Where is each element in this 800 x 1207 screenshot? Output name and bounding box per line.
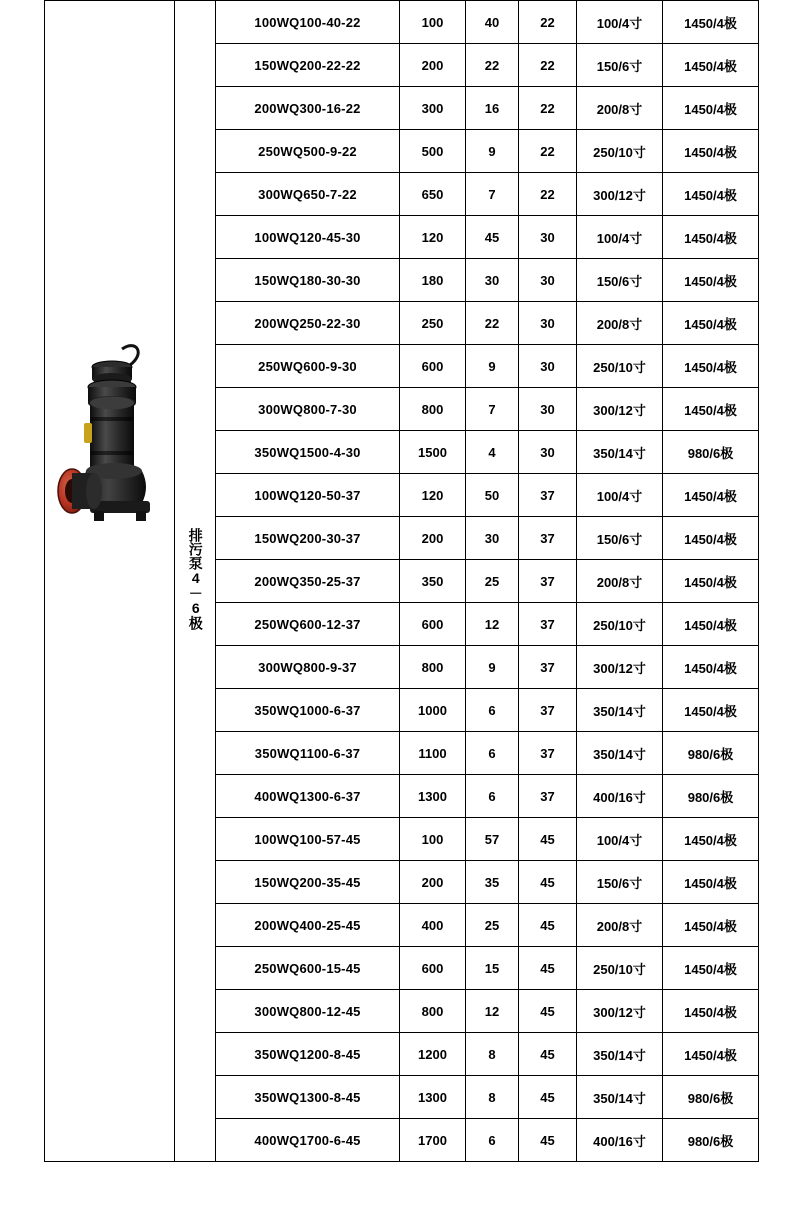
product-image-cell: [45, 1, 175, 1162]
cell-flow: 1100: [400, 732, 466, 775]
cell-head: 12: [466, 603, 519, 646]
cell-speed: 1450/4极: [663, 345, 759, 388]
cell-flow: 500: [400, 130, 466, 173]
cell-flow: 1500: [400, 431, 466, 474]
cell-diameter: 300/12寸: [577, 646, 663, 689]
cell-diameter: 200/8寸: [577, 87, 663, 130]
cell-speed: 1450/4极: [663, 130, 759, 173]
cell-power: 22: [519, 87, 577, 130]
cell-model: 400WQ1700-6-45: [216, 1119, 400, 1162]
cell-power: 45: [519, 1033, 577, 1076]
cell-diameter: 100/4寸: [577, 216, 663, 259]
cell-power: 22: [519, 1, 577, 44]
cell-power: 37: [519, 646, 577, 689]
cell-power: 45: [519, 861, 577, 904]
cell-flow: 1700: [400, 1119, 466, 1162]
cell-speed: 1450/4极: [663, 517, 759, 560]
cell-head: 6: [466, 1119, 519, 1162]
cell-power: 30: [519, 431, 577, 474]
cell-flow: 600: [400, 603, 466, 646]
cell-diameter: 100/4寸: [577, 474, 663, 517]
cell-speed: 1450/4极: [663, 603, 759, 646]
cell-model: 200WQ350-25-37: [216, 560, 400, 603]
cell-diameter: 150/6寸: [577, 259, 663, 302]
cell-model: 100WQ100-40-22: [216, 1, 400, 44]
cell-diameter: 200/8寸: [577, 904, 663, 947]
cell-head: 9: [466, 646, 519, 689]
cell-diameter: 250/10寸: [577, 603, 663, 646]
cell-speed: 1450/4极: [663, 216, 759, 259]
cell-speed: 980/6极: [663, 775, 759, 818]
cell-head: 25: [466, 560, 519, 603]
cell-speed: 980/6极: [663, 1076, 759, 1119]
cell-speed: 1450/4极: [663, 990, 759, 1033]
cell-flow: 200: [400, 861, 466, 904]
cell-diameter: 350/14寸: [577, 689, 663, 732]
spec-table-body: [45, 1, 759, 1162]
cell-speed: 1450/4极: [663, 947, 759, 990]
cell-head: 16: [466, 87, 519, 130]
cell-power: 45: [519, 1119, 577, 1162]
cell-flow: 120: [400, 216, 466, 259]
cell-flow: 600: [400, 345, 466, 388]
cell-model: 350WQ1000-6-37: [216, 689, 400, 732]
cell-speed: 1450/4极: [663, 1033, 759, 1076]
cell-head: 6: [466, 732, 519, 775]
cell-flow: 1300: [400, 775, 466, 818]
cell-flow: 300: [400, 87, 466, 130]
cell-flow: 180: [400, 259, 466, 302]
cell-diameter: 150/6寸: [577, 44, 663, 87]
cell-power: 30: [519, 302, 577, 345]
cell-head: 12: [466, 990, 519, 1033]
cell-flow: 250: [400, 302, 466, 345]
cell-head: 50: [466, 474, 519, 517]
cell-model: 300WQ800-12-45: [216, 990, 400, 1033]
cell-diameter: 350/14寸: [577, 431, 663, 474]
cell-power: 22: [519, 173, 577, 216]
cell-diameter: 200/8寸: [577, 560, 663, 603]
cell-model: 250WQ600-9-30: [216, 345, 400, 388]
cell-head: 22: [466, 44, 519, 87]
cell-head: 8: [466, 1076, 519, 1119]
cell-diameter: 250/10寸: [577, 947, 663, 990]
cell-flow: 1200: [400, 1033, 466, 1076]
cell-diameter: 150/6寸: [577, 517, 663, 560]
cell-flow: 800: [400, 646, 466, 689]
cell-model: 150WQ180-30-30: [216, 259, 400, 302]
cell-power: 37: [519, 775, 577, 818]
cell-power: 45: [519, 990, 577, 1033]
cell-model: 300WQ800-9-37: [216, 646, 400, 689]
cell-power: 22: [519, 44, 577, 87]
cell-model: 350WQ1300-8-45: [216, 1076, 400, 1119]
cell-speed: 1450/4极: [663, 646, 759, 689]
cell-model: 150WQ200-22-22: [216, 44, 400, 87]
cell-diameter: 250/10寸: [577, 345, 663, 388]
cell-diameter: 350/14寸: [577, 732, 663, 775]
cell-power: 37: [519, 560, 577, 603]
cell-head: 7: [466, 173, 519, 216]
cell-power: 45: [519, 818, 577, 861]
cell-speed: 1450/4极: [663, 173, 759, 216]
cell-flow: 100: [400, 818, 466, 861]
cell-speed: 1450/4极: [663, 861, 759, 904]
cell-head: 35: [466, 861, 519, 904]
cell-speed: 1450/4极: [663, 259, 759, 302]
cell-speed: 980/6极: [663, 732, 759, 775]
cell-model: 100WQ100-57-45: [216, 818, 400, 861]
cell-power: 30: [519, 345, 577, 388]
cell-power: 45: [519, 947, 577, 990]
cell-head: 9: [466, 345, 519, 388]
cell-power: 30: [519, 259, 577, 302]
cell-model: 300WQ800-7-30: [216, 388, 400, 431]
cell-diameter: 300/12寸: [577, 388, 663, 431]
cell-model: 150WQ200-30-37: [216, 517, 400, 560]
pump-spec-table: [44, 0, 759, 1162]
cell-head: 4: [466, 431, 519, 474]
product-category-label: [175, 1, 216, 1162]
cell-speed: 980/6极: [663, 431, 759, 474]
cell-model: 250WQ500-9-22: [216, 130, 400, 173]
cell-head: 6: [466, 775, 519, 818]
cell-diameter: 400/16寸: [577, 775, 663, 818]
cell-diameter: 150/6寸: [577, 861, 663, 904]
cell-head: 30: [466, 259, 519, 302]
cell-speed: 1450/4极: [663, 474, 759, 517]
cell-head: 25: [466, 904, 519, 947]
cell-speed: 1450/4极: [663, 904, 759, 947]
cell-model: 250WQ600-12-37: [216, 603, 400, 646]
cell-head: 57: [466, 818, 519, 861]
cell-speed: 1450/4极: [663, 1, 759, 44]
cell-diameter: 100/4寸: [577, 818, 663, 861]
cell-speed: 1450/4极: [663, 818, 759, 861]
cell-flow: 350: [400, 560, 466, 603]
cell-speed: 1450/4极: [663, 388, 759, 431]
cell-model: 200WQ300-16-22: [216, 87, 400, 130]
cell-diameter: 400/16寸: [577, 1119, 663, 1162]
cell-power: 37: [519, 517, 577, 560]
cell-speed: 980/6极: [663, 1119, 759, 1162]
cell-model: 400WQ1300-6-37: [216, 775, 400, 818]
cell-model: 100WQ120-50-37: [216, 474, 400, 517]
cell-head: 45: [466, 216, 519, 259]
cell-speed: 1450/4极: [663, 302, 759, 345]
cell-power: 37: [519, 603, 577, 646]
cell-diameter: 300/12寸: [577, 990, 663, 1033]
cell-model: 350WQ1200-8-45: [216, 1033, 400, 1076]
category-text: 排污泵4－6极: [187, 528, 204, 631]
cell-power: 37: [519, 689, 577, 732]
cell-flow: 600: [400, 947, 466, 990]
cell-power: 37: [519, 474, 577, 517]
cell-power: 37: [519, 732, 577, 775]
cell-flow: 650: [400, 173, 466, 216]
cell-speed: 1450/4极: [663, 87, 759, 130]
cell-speed: 1450/4极: [663, 44, 759, 87]
cell-flow: 1300: [400, 1076, 466, 1119]
cell-model: 300WQ650-7-22: [216, 173, 400, 216]
cell-model: 200WQ400-25-45: [216, 904, 400, 947]
cell-head: 7: [466, 388, 519, 431]
cell-power: 30: [519, 216, 577, 259]
cell-head: 22: [466, 302, 519, 345]
cell-head: 6: [466, 689, 519, 732]
cell-model: 100WQ120-45-30: [216, 216, 400, 259]
cell-power: 30: [519, 388, 577, 431]
cell-speed: 1450/4极: [663, 560, 759, 603]
cell-power: 22: [519, 130, 577, 173]
cell-diameter: 200/8寸: [577, 302, 663, 345]
cell-flow: 800: [400, 388, 466, 431]
cell-flow: 800: [400, 990, 466, 1033]
cell-diameter: 250/10寸: [577, 130, 663, 173]
cell-diameter: 350/14寸: [577, 1033, 663, 1076]
cell-model: 150WQ200-35-45: [216, 861, 400, 904]
cell-diameter: 350/14寸: [577, 1076, 663, 1119]
cell-model: 350WQ1100-6-37: [216, 732, 400, 775]
cell-model: 200WQ250-22-30: [216, 302, 400, 345]
cell-head: 9: [466, 130, 519, 173]
cell-head: 30: [466, 517, 519, 560]
cell-flow: 200: [400, 44, 466, 87]
cell-diameter: 100/4寸: [577, 1, 663, 44]
cell-speed: 1450/4极: [663, 689, 759, 732]
cell-head: 40: [466, 1, 519, 44]
cell-flow: 100: [400, 1, 466, 44]
cell-flow: 400: [400, 904, 466, 947]
cell-model: 250WQ600-15-45: [216, 947, 400, 990]
submersible-pump-illustration: [50, 331, 170, 561]
cell-head: 15: [466, 947, 519, 990]
cell-flow: 120: [400, 474, 466, 517]
cell-power: 45: [519, 1076, 577, 1119]
cell-head: 8: [466, 1033, 519, 1076]
cell-diameter: 300/12寸: [577, 173, 663, 216]
cell-power: 45: [519, 904, 577, 947]
cell-model: 350WQ1500-4-30: [216, 431, 400, 474]
cell-flow: 1000: [400, 689, 466, 732]
cell-flow: 200: [400, 517, 466, 560]
table-row: [45, 1, 759, 44]
